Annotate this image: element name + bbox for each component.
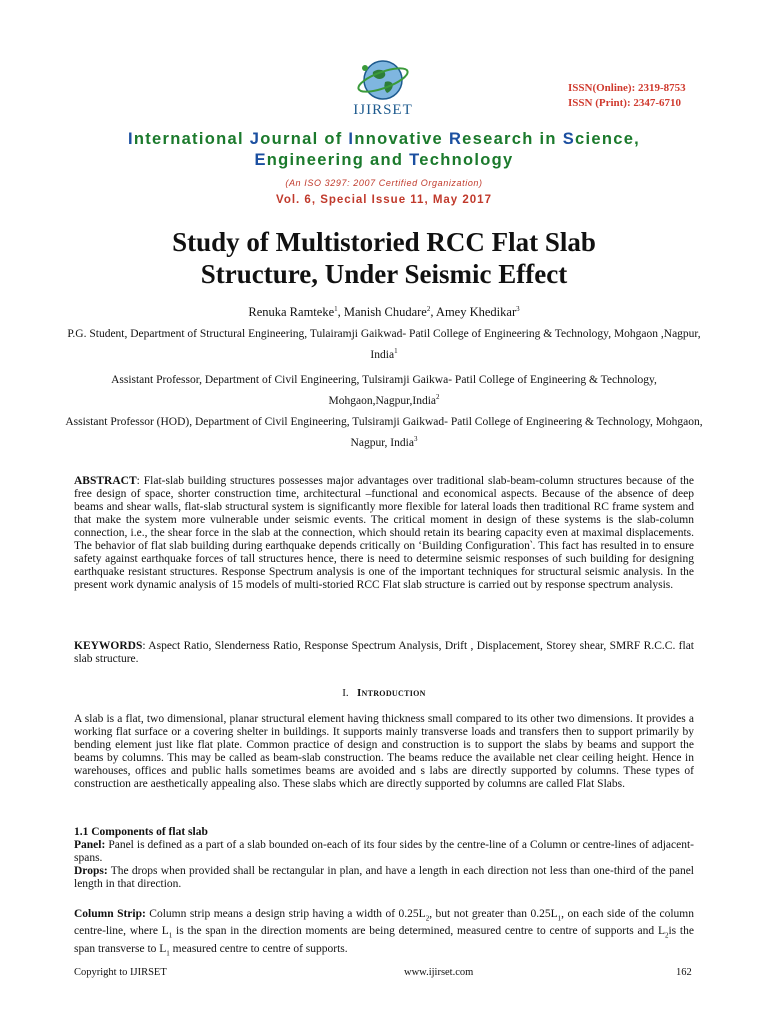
column-strip-paragraph <box>74 908 694 960</box>
abstract <box>74 475 694 592</box>
column-strip-text: is the span in the direction moments are being determined, measured centre to centre of supports and L <box>172 925 665 938</box>
author-separator: , <box>430 305 436 319</box>
iso-certification: (An ISO 3297: 2007 Certified Organization) <box>285 178 483 188</box>
author-name: Amey Khedikar <box>435 305 517 319</box>
keywords-label: KEYWORDS <box>74 640 143 652</box>
author-superscript: 1 <box>334 304 338 313</box>
globe-icon <box>340 58 426 104</box>
affiliation-text: Assistant Professor (HOD), Department of Civil Engineering, Tulsiramji Gaikwad- Patil College of Engineering & Technology, Mohgaon, Nagpur, India <box>65 416 703 449</box>
column-strip-label: Column Strip: <box>74 908 146 920</box>
column-strip-text: Column strip means a design strip having a width of 0.25L <box>145 908 426 920</box>
keywords-text: : Aspect Ratio, Slenderness Ratio, Response Spectrum Analysis, Drift , Displacement, Storey shear, SMRF R.C.C. flat slab structure. <box>74 640 694 665</box>
abstract-label: ABSTRACT <box>74 475 137 487</box>
footer-copyright: Copyright to IJIRSET <box>74 967 167 978</box>
author-name: Manish Chudare <box>343 305 427 319</box>
section-title: Introduction <box>356 687 426 699</box>
subscript: 1 <box>557 914 562 923</box>
drops-label: Drops: <box>74 865 108 877</box>
column-strip-text: is the span transverse to L <box>74 925 694 955</box>
author-superscript: 3 <box>516 304 520 313</box>
section-heading-introduction <box>0 687 768 699</box>
affiliation-2 <box>60 370 708 412</box>
affiliation-text: Assistant Professor, Department of Civil Engineering, Tulsiramji Gaikwa- Patil College of Engineering & Technology, Mohgaon,Nagpur,India <box>111 374 657 407</box>
affiliation-superscript: 3 <box>413 435 418 444</box>
issn-print-value: 2347-6710 <box>633 97 682 109</box>
logo-text: IJIRSET <box>353 102 413 118</box>
affiliation-3 <box>60 412 708 454</box>
author-superscript: 2 <box>426 304 431 313</box>
issn-online-label: ISSN(Online): <box>568 82 636 94</box>
column-strip-text: , on each side of the column centre-line, where L <box>74 908 694 938</box>
components-section <box>74 826 694 891</box>
column-strip-text: measured centre to centre of supports. <box>169 942 348 955</box>
issn-online <box>568 82 686 94</box>
author-name: Renuka Ramteke <box>248 305 335 319</box>
issn-online-value: 2319-8753 <box>638 82 686 94</box>
column-strip-text: , but not greater than 0.25L <box>429 908 558 920</box>
keywords <box>74 640 694 666</box>
affiliation-superscript: 1 <box>394 347 398 356</box>
subscript: 2 <box>664 931 669 940</box>
abstract-text: : Flat-slab building structures possesses major advantages over traditional slab-beam-column structures because of the free design of space, shorter construction time, architectural –functional and economical aspects. Because of the absence of deep beams and shear walls, flat-slab structural system is significantly more flexible for lateral loads then traditional RC frame system and that make the system more vulnerable under seismic events. The critical moment in design of these systems is the slab-column connection, i.e., the shear force in the slab at the connection, which should retain its bearing capacity even at maximal displacements. The behavior of flat slab building during earthquake depends critically on ‘Building Configuration‵. This fact has resulted in to ensure safety against earthquake forces of tall structures hence, there is need to determine seismic responses of such building for designing earthquake resistant structures. Response Spectrum analysis is one of the important techniques for structural seismic analysis. In the present work dynamic analysis of 15 models of multi-storied RCC Flat slab structure is carried out by response spectrum analysis. <box>74 475 694 591</box>
affiliation-text: P.G. Student, Department of Structural Engineering, Tulairamji Gaikwad- Patil College of Engineering & Technology, Mohgaon ,Nagpur, India <box>67 328 701 361</box>
affiliation-superscript: 2 <box>436 393 440 402</box>
panel-text: Panel is defined as a part of a slab bounded on-each of its four sides by the centre-line of a Column or centre-lines of adjacent-spans. <box>74 839 694 864</box>
subscript: 1 <box>168 931 173 940</box>
author-separator: , <box>337 305 344 319</box>
paper-title-line1: Study of Multistoried RCC Flat Slab <box>172 227 596 257</box>
volume-issue: Vol. 6, Special Issue 11, May 2017 <box>276 194 492 206</box>
journal-name-line1: International Journal of Innovative Research in Science, <box>127 130 641 148</box>
subscript: 2 <box>425 914 430 923</box>
subsection-heading: 1.1 Components of flat slab <box>74 826 208 838</box>
paper-title-line2: Structure, Under Seismic Effect <box>200 259 568 289</box>
journal-name-line2: Engineering and Technology <box>254 151 514 169</box>
affiliation-1 <box>60 324 708 366</box>
footer-url: www.ijirset.com <box>404 967 474 978</box>
author-list <box>0 305 768 320</box>
introduction-paragraph: A slab is a flat, two dimensional, planar structural element having thickness small compared to its other two dimensions. It provides a working flat surface or a covering shelter in buildings. It supports mainly transverse loads and transfers then to support primarily by bending element just like flat plate. Common practice of design and construction is to support the slabs by beams and support the beams by columns. This may be called as beam-slab construction. The beams reduce the available net clear ceiling height. Hence in warehouses, offices and public halls sometimes beams are avoided and s labs are directly supported by columns. These types of construction are aesthetically appealing also. These slabs which are directly supported by columns are called Flat Slabs. <box>74 713 694 790</box>
issn-print <box>568 97 681 109</box>
panel-label: Panel: <box>74 839 106 851</box>
subscript: 1 <box>166 948 170 957</box>
footer-page-number: 162 <box>676 967 692 978</box>
drops-text: The drops when provided shall be rectangular in plan, and have a length in each direction not less than one-third of the panel length in that direction. <box>74 865 694 890</box>
section-number: I. <box>342 687 349 699</box>
journal-logo <box>340 58 426 122</box>
issn-print-label: ISSN (Print): <box>568 97 631 109</box>
